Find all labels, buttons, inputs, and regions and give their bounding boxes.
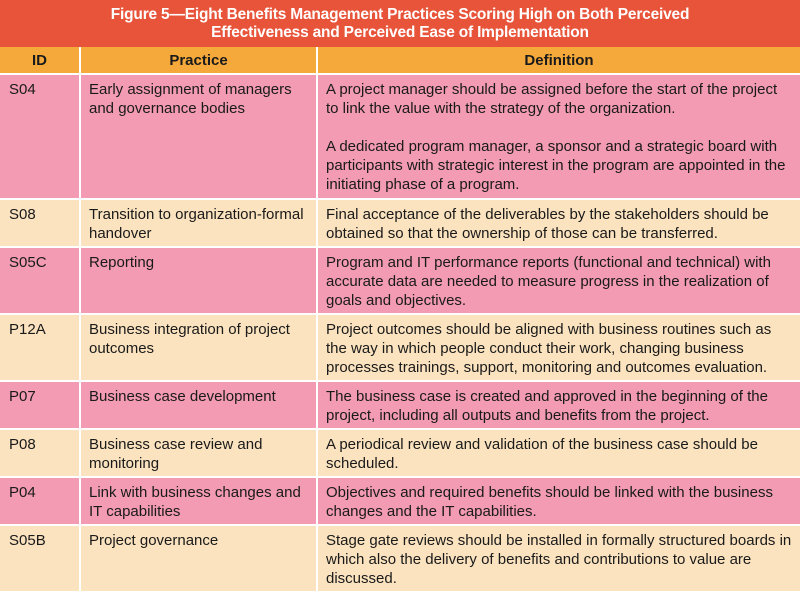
column-header-definition: Definition xyxy=(317,47,800,74)
row-definition xyxy=(317,74,800,199)
table-row xyxy=(0,381,800,429)
column-header-practice: Practice xyxy=(80,47,317,74)
row-id: S04 xyxy=(0,74,80,199)
figure-title-line-2: Effectiveness and Perceived Ease of Implementation xyxy=(211,23,589,41)
table-row xyxy=(0,429,800,477)
row-id: P07 xyxy=(0,381,80,429)
row-id: S05B xyxy=(0,525,80,592)
row-practice: Reporting xyxy=(80,247,317,314)
table-row xyxy=(0,314,800,381)
row-practice: Link with business changes and IT capabilities xyxy=(80,477,317,525)
row-definition: Program and IT performance reports (functional and technical) with accurate data are needed to measure progress in the realization of goals and objectives. xyxy=(317,247,800,314)
row-practice: Project governance xyxy=(80,525,317,592)
row-definition: Objectives and required benefits should be linked with the business changes and the IT capabilities. xyxy=(317,477,800,525)
column-header-id: ID xyxy=(0,47,80,74)
figure-title-line-1: Figure 5—Eight Benefits Management Practices Scoring High on Both Perceived xyxy=(110,5,690,23)
row-definition: Stage gate reviews should be installed in formally structured boards in which also the delivery of benefits and contributions to value are discussed. xyxy=(317,525,800,592)
row-id: P12A xyxy=(0,314,80,381)
table-row xyxy=(0,199,800,247)
row-definition: The business case is created and approved in the beginning of the project, including all outputs and benefits from the project. xyxy=(317,381,800,429)
row-id: S05C xyxy=(0,247,80,314)
row-id: S08 xyxy=(0,199,80,247)
benefits-table xyxy=(0,47,800,593)
table-row xyxy=(0,74,800,199)
row-definition-paragraph: A project manager should be assigned before the start of the project to link the value with the strategy of the organization. xyxy=(326,81,778,117)
table-row xyxy=(0,477,800,525)
row-practice: Business case review and monitoring xyxy=(80,429,317,477)
row-definition: Project outcomes should be aligned with business routines such as the way in which people conduct their work, changing business processes trainings, support, monitoring and outcomes evaluation. xyxy=(317,314,800,381)
row-practice: Transition to organization-formal handover xyxy=(80,199,317,247)
row-practice: Business case development xyxy=(80,381,317,429)
table-header-row xyxy=(0,47,800,74)
row-definition-paragraph: A dedicated program manager, a sponsor and a strategic board with participants with strategic interest in the program are appointed in the initiating phase of a program. xyxy=(326,138,786,193)
row-practice: Early assignment of managers and governance bodies xyxy=(80,74,317,199)
row-practice: Business integration of project outcomes xyxy=(80,314,317,381)
table-row xyxy=(0,247,800,314)
table-row xyxy=(0,525,800,592)
row-id: P04 xyxy=(0,477,80,525)
row-definition: A periodical review and validation of the business case should be scheduled. xyxy=(317,429,800,477)
figure-title xyxy=(0,0,800,47)
row-id: P08 xyxy=(0,429,80,477)
row-definition: Final acceptance of the deliverables by the stakeholders should be obtained so that the ownership of those can be transferred. xyxy=(317,199,800,247)
